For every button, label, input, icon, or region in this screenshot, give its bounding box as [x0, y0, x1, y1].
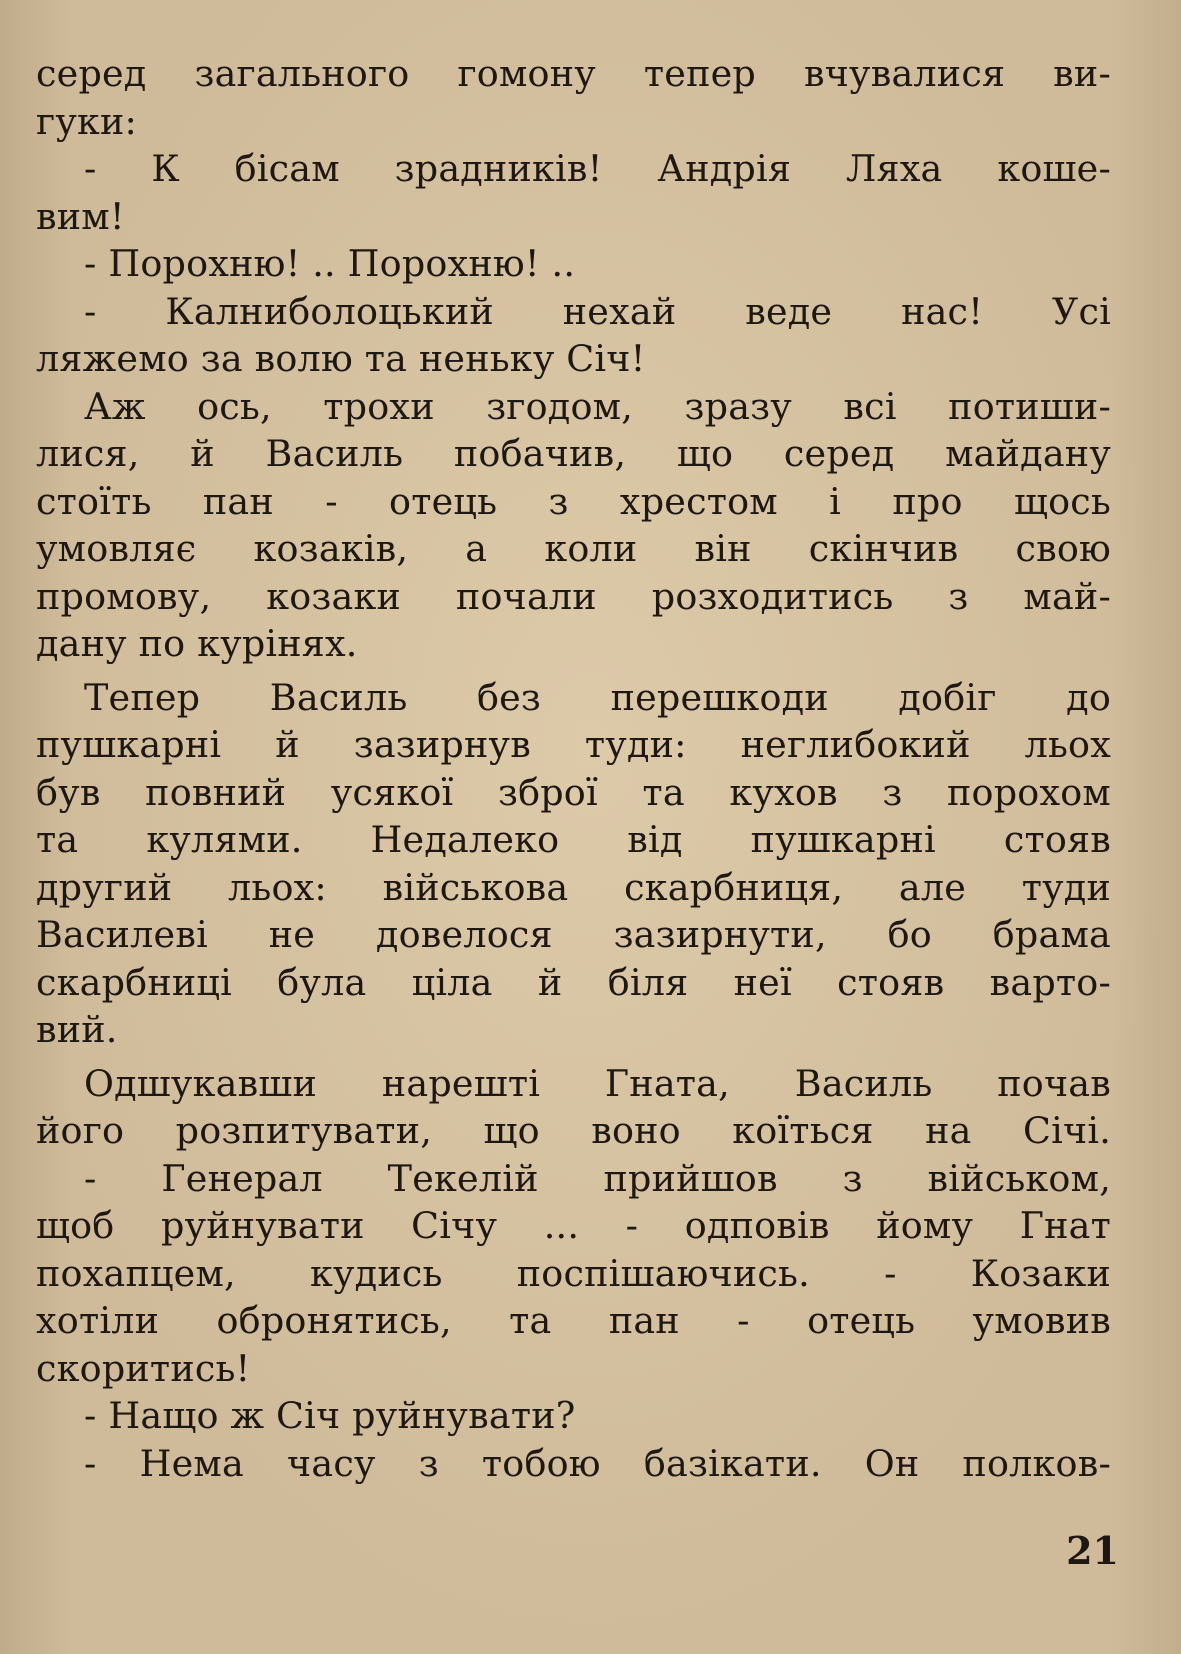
text-line: щоб руйнувати Січу ... - одповів йому Гнат	[36, 1204, 1111, 1247]
text-line: та кулями. Недалеко від пушкарні стояв	[36, 818, 1111, 861]
text-line: - Нема часу з тобою базікати. Он полков-	[84, 1441, 1111, 1485]
text-line: серед загального гомону тепер вчувалися ви-	[36, 52, 1111, 95]
text-line: вим!	[36, 194, 125, 238]
text-line: лися, й Василь побачив, що серед майдану	[36, 432, 1111, 475]
text-line: - Нащо ж Січ руйнувати?	[84, 1394, 576, 1437]
text-line: пушкарні й зазирнув туди: неглибокий льох	[36, 723, 1111, 766]
text-line: Одшукавши нарешті Гната, Василь почав	[84, 1061, 1111, 1105]
text-line: - Генерал Текелій прийшов з військом,	[84, 1156, 1111, 1200]
text-line: гуки:	[36, 99, 138, 143]
text-line: Тепер Василь без перешкоди добіг до	[84, 675, 1111, 719]
text-line: Василеві не довелося зазирнути, бо брама	[36, 913, 1111, 956]
text-line: - Калниболоцький нехай веде нас! Усі	[84, 289, 1111, 333]
text-line: хотіли обронятись, та пан - отець умовив	[36, 1299, 1111, 1342]
text-line: другий льох: військова скарбниця, але туди	[36, 865, 1111, 909]
text-line: похапцем, кудись поспішаючись. - Козаки	[36, 1251, 1111, 1295]
text-line: скарбниці була ціла й біля неї стояв варто-	[36, 960, 1111, 1004]
text-line: дану по курінях.	[36, 622, 358, 665]
text-line: умовляє козаків, а коли він скінчив свою	[36, 527, 1111, 570]
text-line: скоритись!	[36, 1346, 251, 1390]
text-line: ляжемо за волю та неньку Січ!	[36, 337, 646, 380]
text-line: Аж ось, трохи згодом, зразу всі потиши-	[84, 384, 1111, 428]
text-line: промову, козаки почали розходитись з май-	[36, 574, 1111, 618]
text-line: вий.	[36, 1008, 118, 1051]
text-line: його розпитувати, що воно коїться на Січі.	[36, 1109, 1111, 1152]
text-line: був повний усякої зброї та кухов з порохом	[36, 770, 1111, 814]
text-line: стоїть пан - отець з хрестом і про щось	[36, 479, 1111, 523]
page-number: 21	[1066, 1528, 1119, 1573]
text-line: - Порохню! .. Порохню! ..	[84, 242, 576, 285]
body-text	[36, 50, 1111, 1487]
text-line: - К бісам зрадників! Андрія Ляха коше-	[84, 147, 1111, 190]
